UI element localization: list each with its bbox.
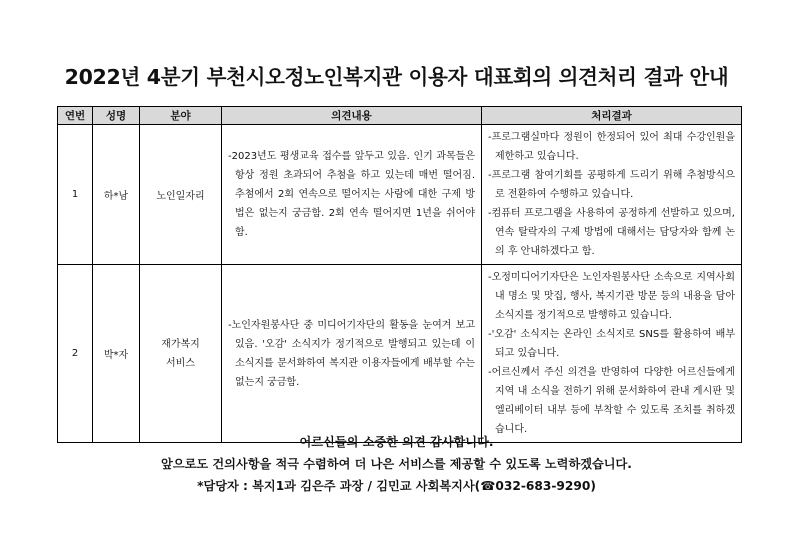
result-item: -컴퓨터 프로그램을 사용하여 공정하게 선발하고 있으며, 연속 탈락자의 구제 방법에 대해서는 담당자와 함께 논의 후 안내하겠다고 함. (488, 208, 735, 257)
header-opinion: 의견내용 (222, 107, 482, 125)
row-field: 노인일자리 (140, 125, 222, 265)
row-result (482, 265, 742, 443)
row-field: 재가복지 서비스 (140, 265, 222, 443)
header-result: 처리결과 (482, 107, 742, 125)
opinion-text: -노인자원봉사단 중 미디어기자단의 활동을 눈여겨 보고 있음. '오감' 소식지가 정기적으로 발행되고 있는데 이 소식지를 문서화하여 복지관 이용자들에게 배부할 수는 없는지 궁금함. (228, 319, 475, 388)
page-title: 2022년 4분기 부천시오정노인복지관 이용자 대표회의 의견처리 결과 안내 (64, 65, 729, 89)
row-opinion (222, 265, 482, 443)
row-name: 하*남 (93, 125, 140, 265)
opinion-result-table (57, 106, 742, 443)
table-header-row (58, 107, 742, 125)
footer-promise: 앞으로도 건의사항을 적극 수렴하여 더 나은 서비스를 제공할 수 있도록 노력하겠습니다. (161, 457, 632, 471)
result-item: -'오감' 소식지는 온라인 소식지로 SNS를 활용하여 배부되고 있습니다. (488, 329, 735, 359)
table-row (58, 125, 742, 265)
opinion-text: -2023년도 평생교육 접수를 앞두고 있음. 인기 과목들은 항상 정원 초과되어 추첨을 하고 있는데 매번 떨어짐. 추첨에서 2회 연속으로 떨어지는 사람에 대한 구제 방법은 없는지 궁금함. 2회 연속 떨어지면 1년을 쉬어야 함. (228, 151, 475, 238)
footer-contact: *담당자 : 복지1과 김은주 과장 / 김민교 사회복지사(☎032-683-9290) (197, 479, 596, 493)
row-name: 박*자 (93, 265, 140, 443)
header-field: 분야 (140, 107, 222, 125)
result-item: -프로그램 참여기회를 공평하게 드리기 위해 추첨방식으로 전환하여 수행하고 있습니다. (488, 170, 735, 200)
row-result (482, 125, 742, 265)
row-no: 1 (58, 125, 93, 265)
row-opinion (222, 125, 482, 265)
header-name: 성명 (93, 107, 140, 125)
row-no: 2 (58, 265, 93, 443)
result-item: -어르신께서 주신 의견을 반영하여 다양한 어르신들에게 지역 내 소식을 전하기 위해 문서화하여 관내 게시판 및 엘리베이터 내부 등에 부착할 수 있도록 조치를 취하겠습니다. (488, 367, 735, 435)
footer-thanks: 어르신들의 소중한 의견 감사합니다. (299, 435, 494, 449)
header-no: 연번 (58, 107, 93, 125)
result-item: -프로그램실마다 정원이 한정되어 있어 최대 수강인원을 제한하고 있습니다. (488, 132, 735, 162)
table-row (58, 265, 742, 443)
result-item: -오정미디어기자단은 노인자원봉사단 소속으로 지역사회 내 명소 및 맛집, 행사, 복지기관 방문 등의 내용을 담아 소식지를 정기적으로 발행하고 있습니다. (488, 272, 735, 321)
